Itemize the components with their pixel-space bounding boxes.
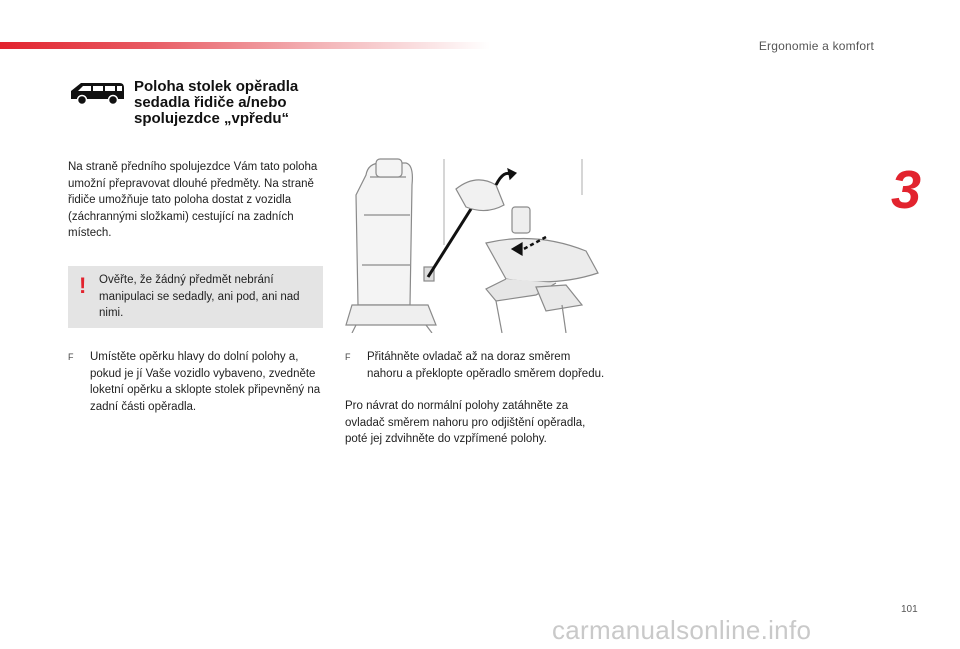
step-bullet-icon: F	[68, 352, 74, 362]
step-text: Přitáhněte ovladač až na doraz směrem nahoru a překlopte opěradlo směrem dopředu.	[367, 351, 605, 380]
warning-icon: !	[79, 273, 87, 298]
van-icon	[68, 80, 126, 106]
page-number: 101	[901, 604, 918, 615]
step-bullet-icon: F	[345, 352, 351, 362]
chapter-number: 3	[891, 160, 922, 220]
return-instructions: Pro návrat do normální polohy zatáhněte za ovladač směrem nahoru pro odjištění opěradla, poté jej zdvihněte do vzpřímené polohy.	[345, 400, 586, 446]
page-heading: Poloha stolek opěradla sedadla řidiče a/nebo spolujezdce „vpředu“	[134, 78, 299, 127]
seat-folding-illustration	[336, 155, 608, 333]
step-item	[68, 349, 324, 415]
watermark: carmanualsonline.info	[552, 615, 812, 645]
section-title: Ergonomie a komfort	[758, 39, 874, 53]
header-accent-bar	[0, 42, 490, 49]
warning-box	[68, 266, 323, 328]
step-text: Umístěte opěrku hlavy do dolní polohy a, pokud je jí Vaše vozidlo vybaveno, zvedněte loketní opěrku a sklopte stolek připevněný na zadní části opěradla.	[90, 351, 321, 413]
intro-paragraph: Na straně předního spolujezdce Vám tato poloha umožní přepravovat dlouhé předměty. Na straně řidiče umožňuje tato poloha dostat z vozidla (záchrannými složkami) cestující na zadních místech.	[68, 161, 318, 240]
warning-text: Ověřte, že žádný předmět nebrání manipulaci se sedadly, ani pod, ani nad nimi.	[99, 274, 300, 320]
step-item	[345, 349, 605, 382]
